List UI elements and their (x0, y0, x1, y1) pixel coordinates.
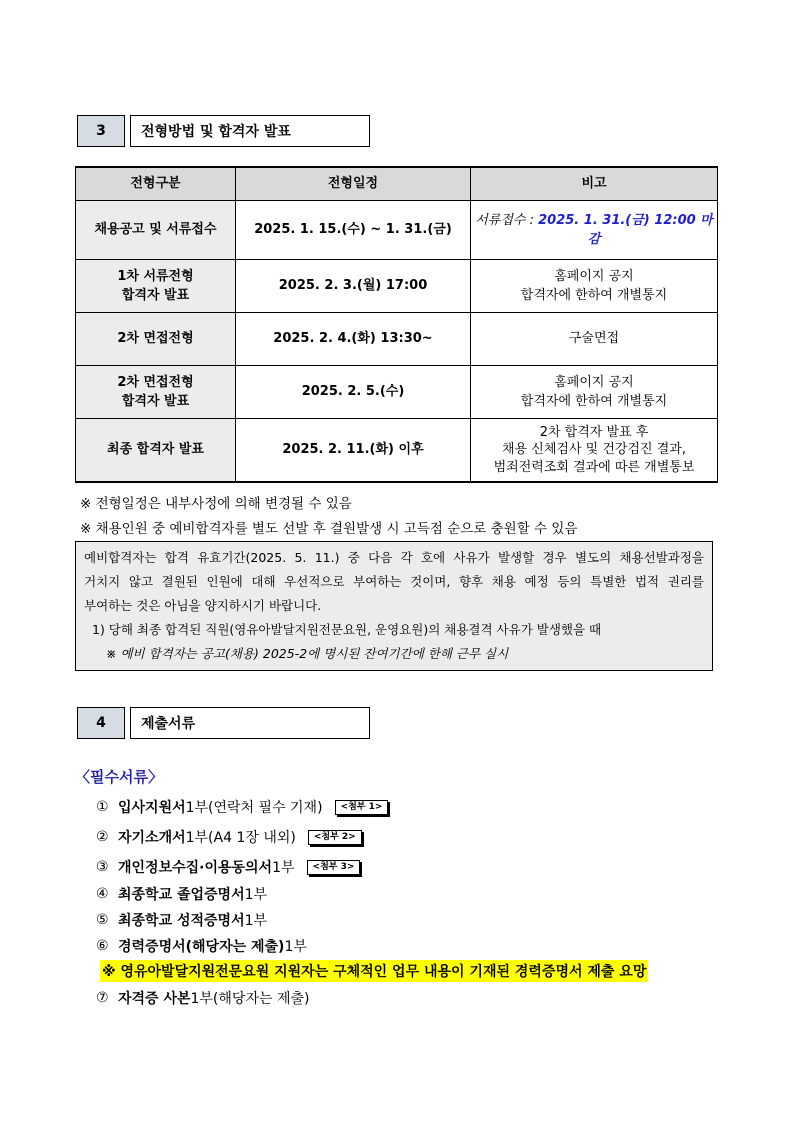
career-certificate-highlight-note: ※ 영유아발달지원전문요원 지원자는 구체적인 업무 내용이 기재된 경력증명서 제출 요망 (100, 960, 648, 982)
list-item (96, 936, 307, 956)
attachment-tag: <첨부 1> (335, 800, 389, 815)
attachment-tag: <첨부 3> (307, 860, 361, 875)
list-item (96, 884, 267, 904)
document-name: 개인정보수집·이용동의서 (118, 860, 273, 876)
list-item (96, 797, 388, 817)
section-title: 제출서류 (130, 707, 370, 739)
table-row (76, 419, 718, 483)
document-name: 입사지원서 (118, 800, 186, 816)
category-cell (76, 260, 236, 313)
document-name: 자기소개서 (118, 830, 186, 846)
table-row (76, 313, 718, 366)
category-text: 2차 면접전형 (117, 374, 194, 390)
note-text: 2차 합격자 발표 후 (539, 424, 649, 440)
item-number: ② (96, 829, 109, 845)
box-sub-note: ※ 예비 합격자는 공고(채용) 2025-2에 명시된 잔여기간에 한해 근무 실시 (106, 646, 509, 661)
note-text: 합격자에 한하여 개별통지 (520, 394, 668, 409)
document-name: 경력증명서(해당자는 제출) (118, 939, 285, 955)
document-detail: 1부(연락처 필수 기재) (185, 800, 323, 816)
document-detail: 1부(A4 1장 내외) (185, 830, 296, 846)
list-item (96, 988, 309, 1008)
note-text: 구술면접 (568, 331, 620, 347)
category-cell (76, 201, 236, 260)
required-documents-label: 〈필수서류〉 (75, 768, 163, 786)
reserve-candidate-note: ※ 채용인원 중 예비합격자를 별도 선발 후 결원발생 시 고득점 순으로 충원할 수 있음 (80, 521, 578, 537)
schedule-change-note: ※ 전형일정은 내부사정에 의해 변경될 수 있음 (80, 496, 352, 512)
document-detail: 1부 (244, 913, 268, 929)
date-cell: 2025. 2. 11.(화) 이후 (236, 419, 471, 483)
document-name: 자격증 사본 (118, 991, 191, 1007)
list-item (96, 910, 267, 930)
category-text: 채용공고 및 서류접수 (94, 222, 217, 238)
category-cell (76, 419, 236, 483)
note-cell (471, 313, 718, 366)
category-cell (76, 313, 236, 366)
section-number: 3 (77, 115, 125, 147)
date-cell: 2025. 2. 3.(월) 17:00 (236, 260, 471, 313)
category-text: 2차 면접전형 (117, 331, 194, 347)
table-row (76, 201, 718, 260)
document-detail: 1부 (284, 939, 307, 955)
reserve-candidate-box (75, 541, 713, 671)
category-cell (76, 366, 236, 419)
category-text: 합격자 발표 (121, 394, 190, 409)
section-title: 전형방법 및 합격자 발표 (130, 115, 370, 147)
column-header: 비고 (471, 167, 718, 201)
item-number: ④ (96, 886, 109, 902)
document-detail: 1부(해당자는 제출) (190, 991, 310, 1007)
category-text: 1차 서류전형 (117, 268, 194, 284)
column-header: 전형일정 (236, 167, 471, 201)
category-text: 합격자 발표 (121, 288, 190, 303)
document-name: 최종학교 졸업증명서 (118, 887, 245, 903)
table-row (76, 260, 718, 313)
section-number: 4 (77, 707, 125, 739)
section-4-header (77, 707, 370, 739)
box-item: 1) 당해 최종 합격된 직원(영유아발달지원전문요원, 운영요원)의 채용결격 사유가 발생했을 때 (92, 622, 602, 637)
note-text: 홈페이지 공지 (554, 374, 634, 390)
date-cell: 2025. 2. 4.(화) 13:30~ (236, 313, 471, 366)
attachment-tag: <첨부 2> (308, 830, 362, 845)
note-cell (471, 201, 718, 260)
note-cell (471, 366, 718, 419)
table-row (76, 366, 718, 419)
table-header-row (76, 167, 718, 201)
date-cell: 2025. 1. 15.(수) ~ 1. 31.(금) (236, 201, 471, 260)
item-number: ⑦ (96, 990, 109, 1006)
document-name: 최종학교 성적증명서 (118, 913, 245, 929)
date-cell: 2025. 2. 5.(수) (236, 366, 471, 419)
box-text-line: 부여하는 것은 아님을 양지하시기 바랍니다. (84, 598, 322, 613)
note-text: 합격자에 한하여 개별통지 (520, 288, 668, 303)
section-3-header (77, 115, 370, 147)
box-text-line: 예비합격자는 합격 유효기간(2025. 5. 11.) 중 다음 각 호에 사유가 발생할 경우 별도의 채용선발과정을 (84, 550, 704, 565)
column-header: 전형구분 (76, 167, 236, 201)
note-text: 채용 신체검사 및 건강검진 결과, (502, 442, 686, 458)
deadline-note: 2025. 1. 31.(금) 12:00 마감 (538, 212, 713, 247)
item-number: ⑤ (96, 912, 109, 928)
note-text: 홈페이지 공지 (554, 268, 634, 284)
document-detail: 1부 (244, 887, 268, 903)
item-number: ⑥ (96, 938, 109, 954)
box-text-line: 거치지 않고 결원된 인원에 대해 우선적으로 부여하는 것이며, 향후 채용 예정 등의 특별한 법적 권리를 (84, 574, 704, 589)
schedule-table (75, 166, 718, 483)
item-number: ① (96, 799, 109, 815)
item-number: ③ (96, 859, 109, 875)
category-text: 최종 합격자 발표 (107, 442, 204, 458)
note-text: 범죄전력조회 결과에 따른 개별통보 (493, 459, 695, 475)
list-item (96, 827, 362, 847)
list-item (96, 857, 360, 877)
note-prefix: 서류접수 : (475, 212, 539, 228)
note-cell (471, 260, 718, 313)
note-cell (471, 419, 718, 483)
document-detail: 1부 (272, 860, 295, 876)
